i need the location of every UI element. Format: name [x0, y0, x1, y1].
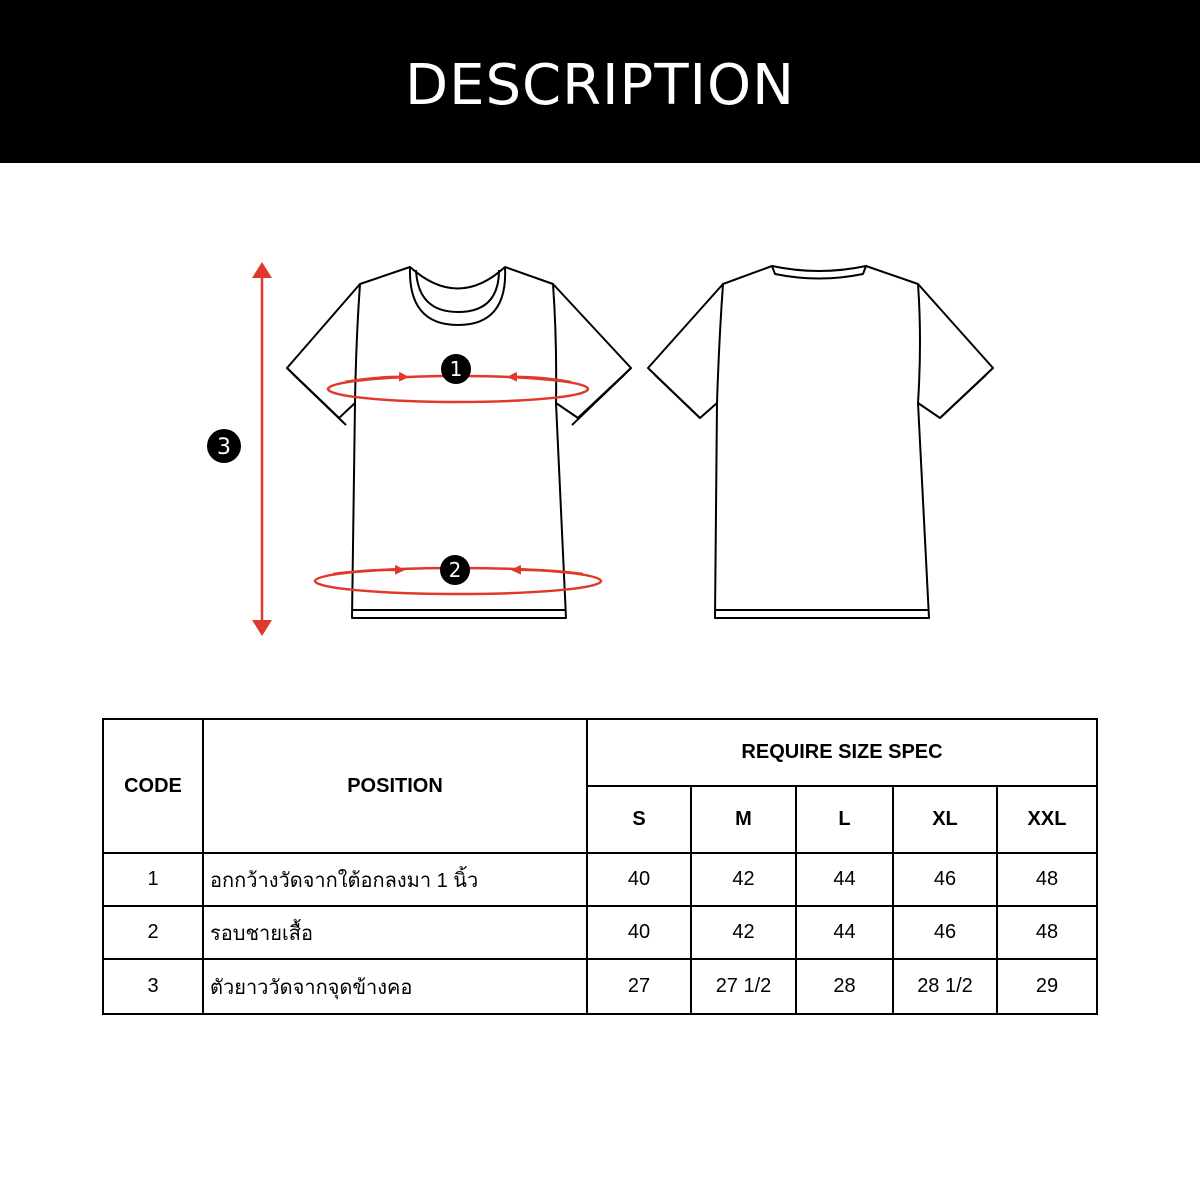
row-code: 1	[103, 853, 203, 906]
size-header-m: M	[691, 786, 796, 853]
marker-1-icon	[441, 354, 471, 384]
header-banner	[0, 0, 1200, 163]
size-value: 27 1/2	[691, 959, 796, 1014]
size-value: 44	[796, 853, 893, 906]
marker-3-icon	[207, 429, 241, 463]
row-position: ตัวยาววัดจากจุดข้างคอ	[203, 959, 587, 1014]
size-value: 46	[893, 853, 997, 906]
svg-text:1: 1	[449, 357, 463, 381]
row-code: 3	[103, 959, 203, 1014]
size-header-l: L	[796, 786, 893, 853]
column-header-code: CODE	[103, 719, 203, 853]
size-value: 44	[796, 906, 893, 959]
row-position: รอบชายเสื้อ	[203, 906, 587, 959]
size-value: 27	[587, 959, 691, 1014]
tshirt-back-outline	[648, 266, 993, 618]
marker-2-icon	[440, 555, 470, 585]
row-code: 2	[103, 906, 203, 959]
size-value: 48	[997, 906, 1097, 959]
column-header-size-spec: REQUIRE SIZE SPEC	[587, 719, 1097, 786]
size-header-xl: XL	[893, 786, 997, 853]
table-header-row	[103, 719, 1097, 786]
size-value: 40	[587, 906, 691, 959]
size-value: 46	[893, 906, 997, 959]
svg-text:3: 3	[217, 435, 231, 460]
size-value: 28 1/2	[893, 959, 997, 1014]
column-header-position: POSITION	[203, 719, 587, 853]
size-header-s: S	[587, 786, 691, 853]
size-value: 48	[997, 853, 1097, 906]
size-spec-table	[102, 718, 1098, 1015]
size-value: 42	[691, 906, 796, 959]
size-value: 28	[796, 959, 893, 1014]
row-position: อกกว้างวัดจากใต้อกลงมา 1 นิ้ว	[203, 853, 587, 906]
table-row	[103, 959, 1097, 1014]
size-header-xxl: XXL	[997, 786, 1097, 853]
page-title: DESCRIPTION	[404, 53, 796, 118]
size-value: 42	[691, 853, 796, 906]
tshirt-measurement-diagram	[0, 163, 1200, 703]
table-row	[103, 853, 1097, 906]
svg-text:2: 2	[448, 558, 462, 582]
table-row	[103, 906, 1097, 959]
size-value: 29	[997, 959, 1097, 1014]
size-value: 40	[587, 853, 691, 906]
length-measure-indicator	[252, 262, 272, 636]
